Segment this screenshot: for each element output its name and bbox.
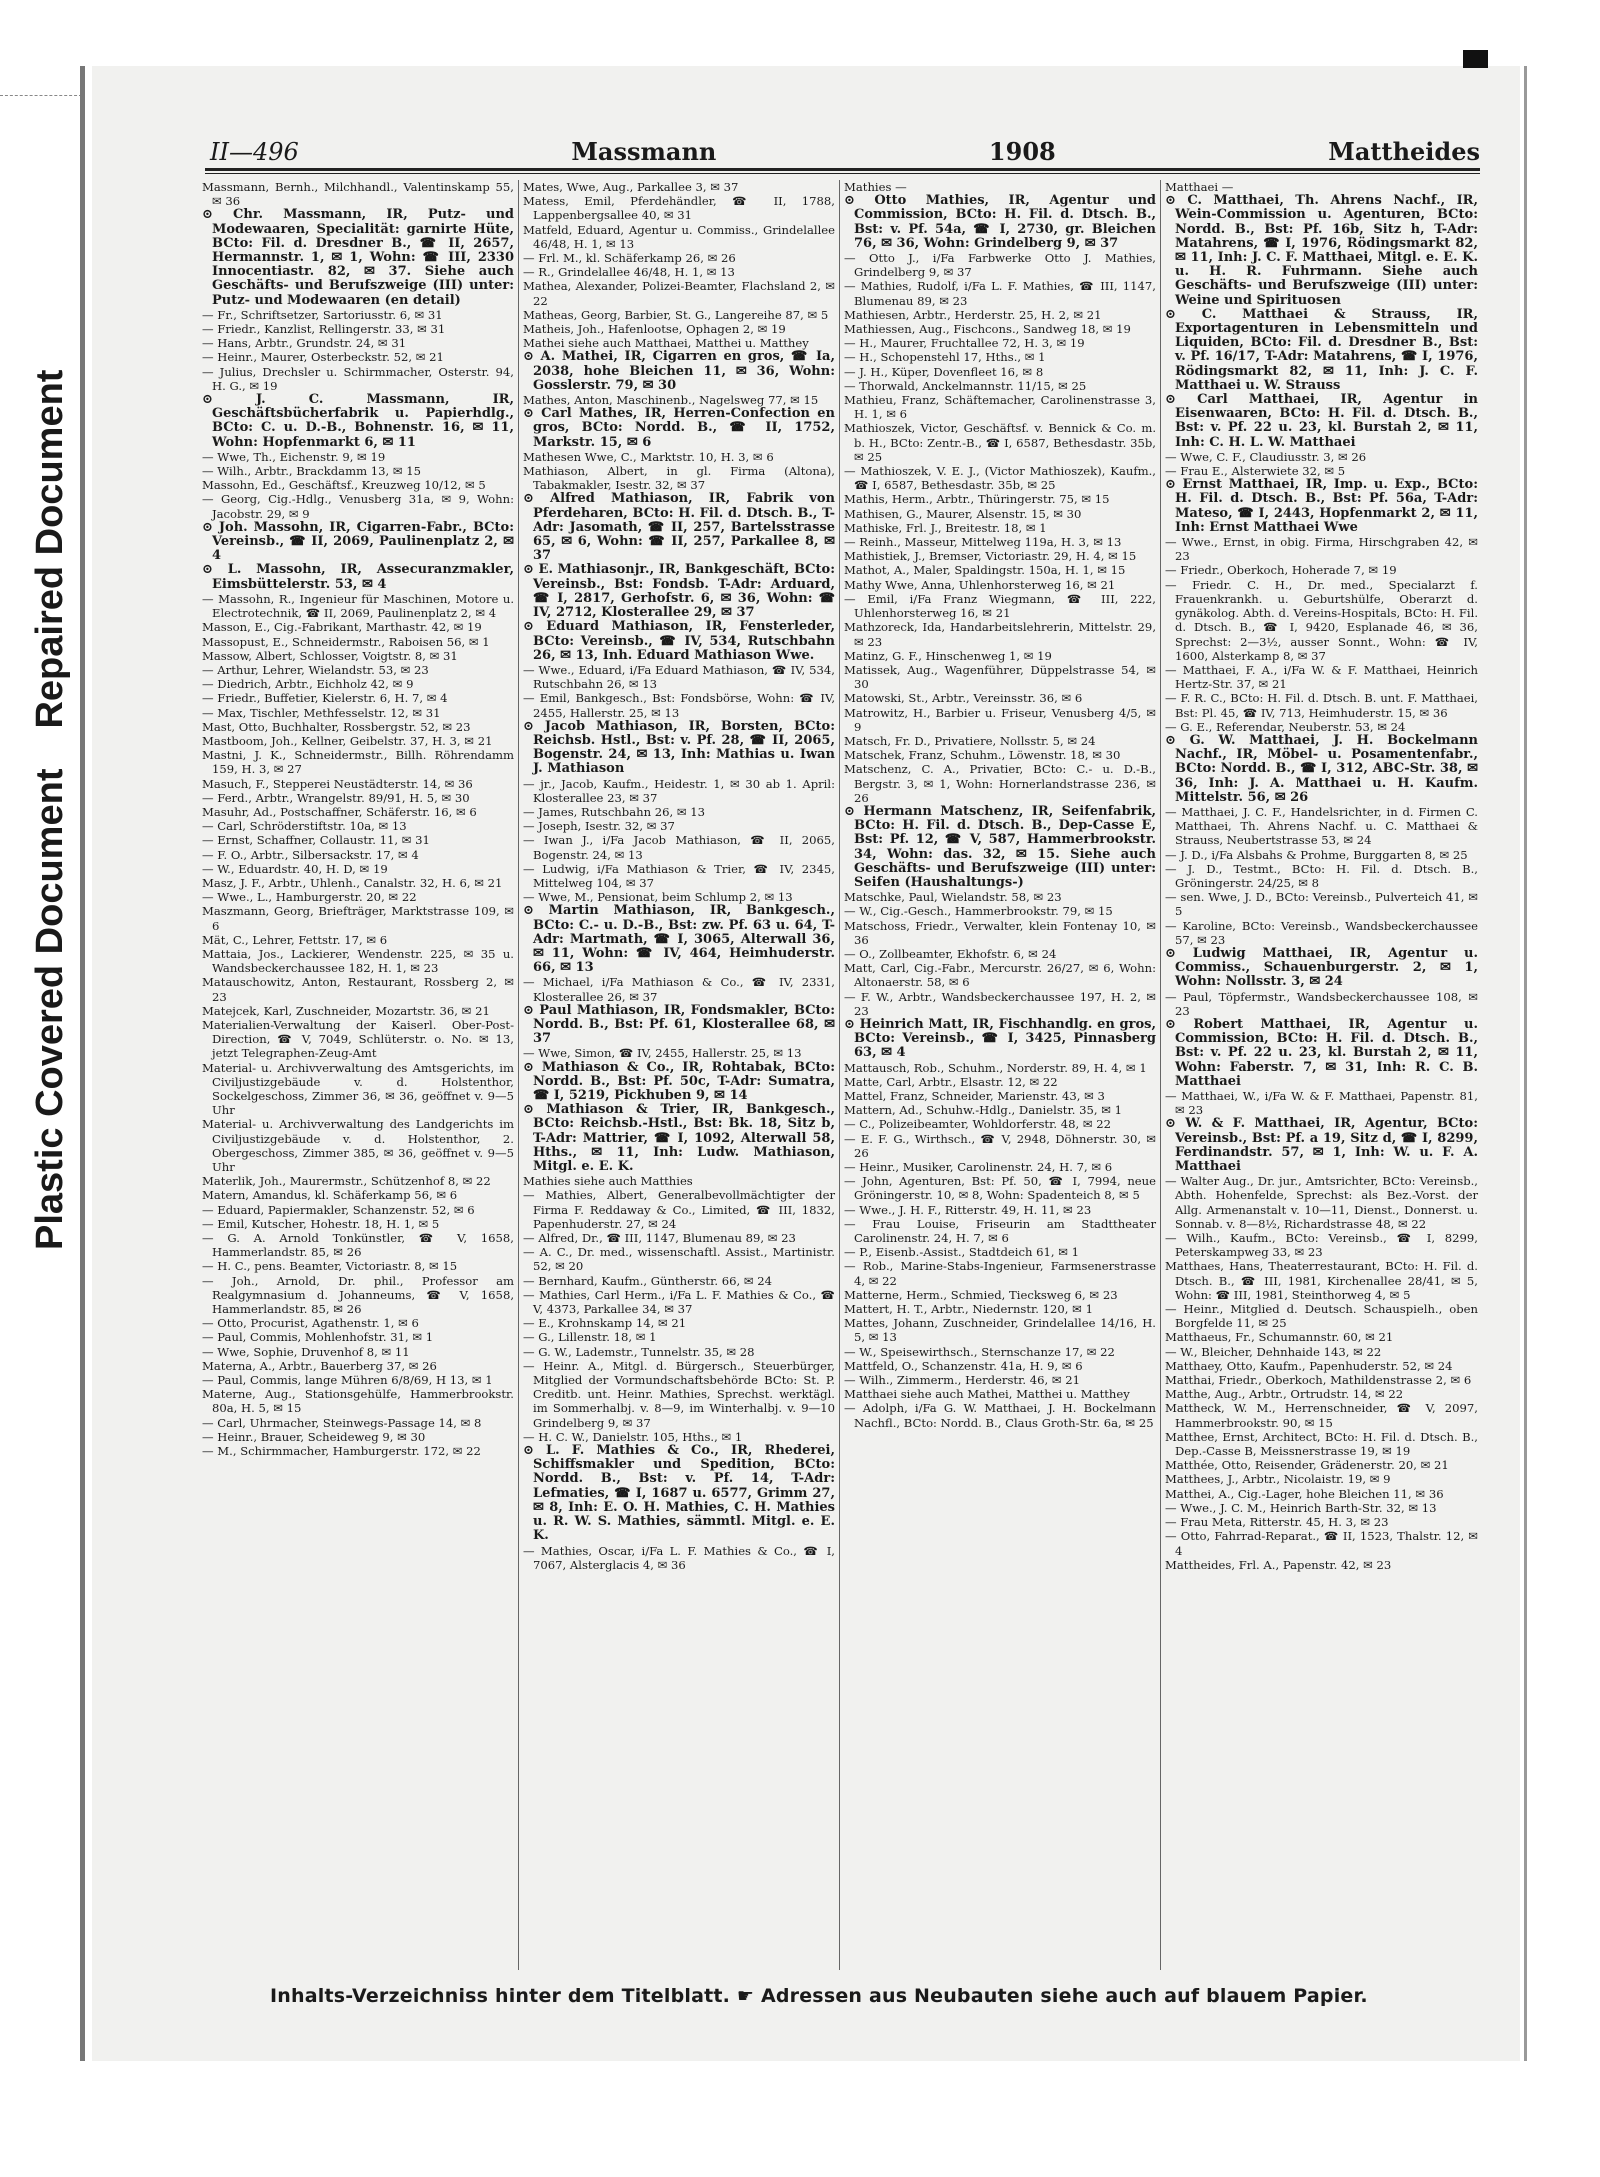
directory-entry: — H. C. W., Danielstr. 105, Hths., ✉ 1 xyxy=(523,1429,743,1444)
directory-entry: ⊙ G. W. Matthaei, J. H. Bockelmann Nachf., IR, Möbel- u. Posamentenfabr., BCto: Nordd. B., ☎ I, 312, ABC-Str. 38, ✉ 36, Inh: J. A. Matthaei u. H. Kaufm. Mittelstr. 56, ✉ 26 xyxy=(1165,732,1478,805)
directory-entry: ⊙ Paul Mathiason, IR, Fondsmakler, BCto: Nordd. B., Bst: Pf. 61, Klosterallee 68, ✉ 37 xyxy=(523,1002,835,1047)
directory-entry: — Julius, Drechsler u. Schirmmacher, Osterstr. 94, H. G., ✉ 19 xyxy=(202,364,514,393)
directory-entry: — Arthur, Lehrer, Wielandstr. 53, ✉ 23 xyxy=(202,662,429,677)
directory-entry: — Mathies, Rudolf, i/Fa L. F. Mathies, ☎ III, 1147, Blumenau 89, ✉ 23 xyxy=(844,279,1156,308)
directory-entry: Matissek, Aug., Wagenführer, Düppelstrasse 54, ✉ 30 xyxy=(844,662,1156,692)
directory-entry: — jr., Jacob, Kaufm., Heidestr. 1, ✉ 30 ab 1. April: Klosterallee 23, ✉ 37 xyxy=(523,776,835,805)
directory-entry: Material- u. Archivverwaltung des Landgerichts im Civiljustizgebäude v. d. Holstenthor, 2. Obergeschoss, Zimmer 385, ✉ 36, geöffnet v. 9—5 Uhr xyxy=(202,1117,514,1175)
directory-entry: ⊙ J. C. Massmann, IR, Geschäftsbücherfabrik u. Papierhdlg., BCto: C. u. D.-B., Bohnenstr. 16, ✉ 11, Wohn: Hopfenmarkt 6, ✉ 11 xyxy=(202,392,514,450)
directory-entry: Materialien-Verwaltung der Kaiserl. Ober-Post-Direction, ☎ V, 7049, Schlüterstr. o. No. ✉ 13, jetzt Telegraphen-Zeug-Amt xyxy=(202,1017,514,1061)
directory-entry: Matterne, Herm., Schmied, Tiecksweg 6, ✉ 23 xyxy=(844,1287,1118,1302)
directory-entry: Matte, Carl, Arbtr., Elsastr. 12, ✉ 22 xyxy=(844,1074,1058,1089)
directory-entry: ⊙ L. Massohn, IR, Assecuranzmakler, Eimsbüttelerstr. 53, ✉ 4 xyxy=(202,562,514,592)
column-4 xyxy=(1161,180,1482,1970)
directory-entry: ⊙ Chr. Massmann, IR, Putz- und Modewaaren, Specialität: garnirte Hüte, BCto: Fil. d. Dresdner B., ☎ II, 2657, Hermannstr. 1, ✉ 1, Wohn: ☎ III, 2330 Innocentiastr. 82, ✉ 37. Siehe auch Geschäfts- und Berufszweige (III) unter: Putz- und Modewaaren (en detail) xyxy=(202,207,514,308)
side-label xyxy=(20,50,80,1250)
directory-entry: Mathei siehe auch Matthaei, Matthei u. Matthey xyxy=(523,336,809,351)
directory-entry: — Mathies, Albert, Generalbevollmächtigter der Firma F. Reddaway & Co., Limited, ☎ III, 1832, Papenhuderstr. 27, ✉ 24 xyxy=(523,1188,835,1231)
directory-entry: — Heinr., Brauer, Scheideweg 9, ✉ 30 xyxy=(202,1429,426,1444)
head-year: 1908 xyxy=(988,137,1056,166)
directory-entry: — E., Krohnskamp 14, ✉ 21 xyxy=(523,1316,687,1331)
directory-entry: — H., Schopenstehl 17, Hths., ✉ 1 xyxy=(844,350,1046,365)
directory-entry: — W., Eduardstr. 40, H. D, ✉ 19 xyxy=(202,861,388,876)
directory-entry: Mathes, Anton, Maschinenb., Nagelsweg 77, ✉ 15 xyxy=(523,393,819,408)
directory-entry: — Massohn, R., Ingenieur für Maschinen, Motore u. Electrotechnik, ☎ II, 2069, Paulinenplatz 2, ✉ 4 xyxy=(202,591,514,621)
directory-entry: — G. E., Referendar, Neuberstr. 53, ✉ 24 xyxy=(1165,719,1406,734)
directory-entry: ⊙ C. Matthaei, Th. Ahrens Nachf., IR, Wein-Commission u. Agenturen, BCto: Nordd. B., Bst: Pf. 16b, Sitz h, T-Adr: Matahrens, ☎ I, 1976, Rödingsmarkt 82, ✉ 11, Inh: J. C. F. Matthaei, Mitgl. e. E. K. u. H. R. Fuhrmann. Siehe auch Geschäfts- und Berufszweige (III) unter: Weine und Spirituosen xyxy=(1165,193,1478,308)
directory-entry: — Heinr., Musiker, Carolinenstr. 24, H. 7, ✉ 6 xyxy=(844,1160,1113,1175)
directory-entry: — Thorwald, Anckelmannstr. 11/15, ✉ 25 xyxy=(844,378,1087,393)
directory-entry: — E. F. G., Wirthsch., ☎ V, 2948, Döhnerstr. 30, ✉ 26 xyxy=(844,1131,1156,1160)
directory-entry: — Otto, Fahrrad-Reparat., ☎ II, 1523, Thalstr. 12, ✉ 4 xyxy=(1165,1529,1478,1558)
scan-right-edge xyxy=(1524,66,1527,2061)
directory-entry: ⊙ Joh. Massohn, IR, Cigarren-Fabr., BCto: Vereinsb., ☎ II, 2069, Paulinenplatz 2, ✉ 4 xyxy=(202,519,514,564)
directory-entry: Mathiesen, Arbtr., Herderstr. 25, H. 2, ✉ 21 xyxy=(844,307,1102,322)
directory-entry: — Matthaei, W., i/Fa W. & F. Matthaei, Papenstr. 81, ✉ 23 xyxy=(1165,1089,1478,1118)
directory-entry: — R., Grindelallee 46/48, H. 1, ✉ 13 xyxy=(523,265,735,280)
directory-entry: — Heinr. A., Mitgl. d. Bürgersch., Steuerbürger, Mitglied der Vormundschaftsbehörde BCto: St. P. Creditb. unt. Heinr. Mathies, Sprechst. werktägl. im Sommerhalbj. v. 8—9, im Winterhalbj. v. 9—10 Grindelberg 9, ✉ 37 xyxy=(523,1358,835,1430)
directory-entry: — M., Schirmmacher, Hamburgerstr. 172, ✉ 22 xyxy=(202,1444,481,1459)
directory-entry: — Wwe, Sophie, Druvenhof 8, ✉ 11 xyxy=(202,1344,410,1359)
directory-entry: Mathieu, Franz, Schäftemacher, Carolinenstrasse 3, H. 1, ✉ 6 xyxy=(844,393,1156,422)
directory-entry: Matejcek, Karl, Zuschneider, Mozartstr. 36, ✉ 21 xyxy=(202,1003,490,1018)
directory-entry: Mattert, H. T., Arbtr., Niedernstr. 120, ✉ 1 xyxy=(844,1302,1093,1317)
directory-entry: — Wwe., J. C. M., Heinrich Barth-Str. 32, ✉ 13 xyxy=(1165,1500,1437,1515)
directory-entry: Material- u. Archivverwaltung des Amtsgerichts, im Civiljustizgebäude v. d. Holstenthor, Sockelgeschoss, Zimmer 36, ✉ 36, geöffnet v. 9—5 Uhr xyxy=(202,1060,514,1118)
directory-entry: Mathiason, Albert, in gl. Firma (Altona), Tabakmakler, Isestr. 32, ✉ 37 xyxy=(523,464,835,493)
directory-entry: — Wwe., L., Hamburgerstr. 20, ✉ 22 xyxy=(202,890,417,905)
directory-entry: — Bernhard, Kaufm., Güntherstr. 66, ✉ 24 xyxy=(523,1273,773,1288)
directory-entry: — Paul, Töpfermstr., Wandsbeckerchaussee 108, ✉ 23 xyxy=(1165,989,1478,1018)
directory-entry: — Joh., Arnold, Dr. phil., Professor am Realgymnasium d. Johanneums, ☎ V, 1658, Hammerlandstr. 85, ✉ 26 xyxy=(202,1273,514,1317)
directory-entry: Matsch, Fr. D., Privatiere, Nollsstr. 5, ✉ 24 xyxy=(844,733,1096,748)
directory-entry: — Joseph, Isestr. 32, ✉ 37 xyxy=(523,819,675,834)
directory-entry: Matthee, Ernst, Architect, BCto: H. Fil. d. Dtsch. B., Dep.-Casse B, Meissnerstrasse 19, ✉ 19 xyxy=(1165,1429,1478,1459)
directory-entry: Matschoss, Friedr., Verwalter, klein Fontenay 10, ✉ 36 xyxy=(844,918,1156,947)
directory-entry: — Frau Meta, Ritterstr. 45, H. 3, ✉ 23 xyxy=(1165,1515,1389,1530)
directory-entry: Mathy Wwe, Anna, Uhlenhorsterweg 16, ✉ 21 xyxy=(844,577,1116,592)
directory-entry: Mathea, Alexander, Polizei-Beamter, Flachsland 2, ✉ 22 xyxy=(523,279,835,308)
directory-entry: — C., Polizeibeamter, Wohldorferstr. 48, ✉ 22 xyxy=(844,1117,1111,1132)
directory-entry: — Heinr., Maurer, Osterbeckstr. 52, ✉ 21 xyxy=(202,350,444,365)
directory-entry: Mathiske, Frl. J., Breitestr. 18, ✉ 1 xyxy=(844,520,1047,535)
directory-entry: Mathzoreck, Ida, Handarbeitslehrerin, Mittelstr. 29, ✉ 23 xyxy=(844,620,1156,649)
directory-entry: — Paul, Commis, Mohlenhofstr. 31, ✉ 1 xyxy=(202,1330,434,1345)
directory-entry: — Max, Tischler, Methfesselstr. 12, ✉ 31 xyxy=(202,705,441,720)
directory-entry: — Mathioszek, V. E. J., (Victor Mathioszek), Kaufm., ☎ I, 6587, Bethesdastr. 35b, ✉ 25 xyxy=(844,464,1156,493)
head-last-name: Mattheides xyxy=(1328,137,1480,166)
directory-entry: Matthaei siehe auch Mathei, Matthei u. Matthey xyxy=(844,1387,1130,1402)
directory-entry: — J. D., i/Fa Alsbahs & Prohme, Burggarten 8, ✉ 25 xyxy=(1165,847,1468,862)
directory-entry: Materlik, Joh., Maurermstr., Schützenhof 8, ✉ 22 xyxy=(202,1174,491,1189)
directory-entry: — Wwe, Simon, ☎ IV, 2455, Hallerstr. 25, ✉ 13 xyxy=(523,1046,802,1061)
directory-entry: — Hans, Arbtr., Grundstr. 24, ✉ 31 xyxy=(202,336,407,351)
directory-entry: — Frau E., Alsterwiete 32, ✉ 5 xyxy=(1165,464,1346,479)
directory-entry: — Diedrich, Arbtr., Eichholz 42, ✉ 9 xyxy=(202,677,414,692)
directory-entry: — Friedr., Kanzlist, Rellingerstr. 33, ✉ 31 xyxy=(202,322,446,337)
directory-entry: — P., Eisenb.-Assist., Stadtdeich 61, ✉ 1 xyxy=(844,1245,1080,1260)
directory-entry: Masuch, F., Stepperei Neustädterstr. 14, ✉ 36 xyxy=(202,776,473,791)
directory-entry: Matern, Amandus, kl. Schäferkamp 56, ✉ 6 xyxy=(202,1188,458,1203)
directory-entry: — W., Speisewirthsch., Sternschanze 17, ✉ 22 xyxy=(844,1344,1115,1359)
directory-entry: — Walter Aug., Dr. jur., Amtsrichter, BCto: Vereinsb., Abth. Hohenfelde, Sprechst: als Bez.-Vorst. der Allg. Armenanstalt v. 10—11, Dienst., Donnerst. u. Sonnab. v. 8—8½, Richardstrasse 48, ✉ 22 xyxy=(1165,1174,1478,1231)
directory-entry: — F. O., Arbtr., Silbersackstr. 17, ✉ 4 xyxy=(202,847,419,862)
scan-corner-mark xyxy=(1463,50,1488,68)
directory-entry: — James, Rutschbahn 26, ✉ 13 xyxy=(523,804,706,819)
directory-entry: — F. R. C., BCto: H. Fil. d. Dtsch. B. unt. F. Matthaei, Bst: Pl. 45, ☎ IV, 713, Heimhuderstr. 15, ✉ 36 xyxy=(1165,691,1478,720)
directory-entry: — Wilh., Arbtr., Brackdamm 13, ✉ 15 xyxy=(202,464,422,479)
directory-entry: Mät, C., Lehrer, Fettstr. 17, ✉ 6 xyxy=(202,932,388,947)
directory-entry: — Wilh., Zimmerm., Herderstr. 46, ✉ 21 xyxy=(844,1373,1080,1388)
directory-entry: — Alfred, Dr., ☎ III, 1147, Blumenau 89, ✉ 23 xyxy=(523,1231,796,1246)
directory-entry: ⊙ Robert Matthaei, IR, Agentur u. Commission, BCto: H. Fil. d. Dtsch. B., Bst: v. Pf. 22 u. 23, kl. Burstah 2, ✉ 11, Wohn: Faberstr. 7, ✉ 31, Inh: R. C. B. Matthaei xyxy=(1165,1016,1478,1089)
directory-entry: — Friedr. C. H., Dr. med., Specialarzt f. Frauenkrankh. u. Geburtshülfe, Oberarzt d. gynäkolog. Abth. d. Vereins-Hospitals, BCto: H. Fil. d. Dtsch. B., ☎ I, 9420, Esplanade 46, ✉ 36, Sprechst: 2—3½, ausser Sonnt., Wohn: ☎ IV, 1600, Alsterkamp 8, ✉ 37 xyxy=(1165,577,1478,663)
directory-entry: Masz, J. F., Arbtr., Uhlenh., Canalstr. 32, H. 6, ✉ 21 xyxy=(202,875,503,890)
directory-entry: — Rob., Marine-Stabs-Ingenieur, Farmsenerstrasse 4, ✉ 22 xyxy=(844,1259,1156,1288)
directory-entry: — Frl. M., kl. Schäferkamp 26, ✉ 26 xyxy=(523,251,736,266)
directory-entry: Mastni, J. K., Schneidermstr., Billh. Röhrendamm 159, H. 3, ✉ 27 xyxy=(202,748,514,777)
directory-entry: — Karoline, BCto: Vereinsb., Wandsbeckerchaussee 57, ✉ 23 xyxy=(1165,918,1478,947)
directory-entry: ⊙ C. Matthaei & Strauss, IR, Exportagenturen in Lebensmitteln und Liquiden, BCto: Fil. d. Dresdner B., Bst: v. Pf. 16/17, T-Adr: Matahrens, ☎ I, 1976, Rödingsmarkt 82, ✉ 11, Inh: J. C. F. Matthaei u. W. Strauss xyxy=(1165,306,1478,393)
side-label-plastic: Plastic Covered Document xyxy=(28,768,71,1250)
directory-entry: — Eduard, Papiermakler, Schanzenstr. 52, ✉ 6 xyxy=(202,1202,475,1217)
directory-entry: Matauschowitz, Anton, Restaurant, Rossberg 2, ✉ 23 xyxy=(202,975,514,1004)
directory-entry: Matrowitz, H., Barbier u. Friseur, Venusberg 4/5, ✉ 9 xyxy=(844,705,1156,734)
column-2 xyxy=(519,180,840,1970)
directory-entry: — Wwe., J. H. F., Ritterstr. 49, H. 11, ✉ 23 xyxy=(844,1202,1092,1217)
directory-entry: — A. C., Dr. med., wissenschaftl. Assist., Martinistr. 52, ✉ 20 xyxy=(523,1245,835,1274)
directory-entry: Mathesen Wwe, C., Marktstr. 10, H. 3, ✉ 6 xyxy=(523,449,774,464)
directory-entry: Mattel, Franz, Schneider, Marienstr. 43, ✉ 3 xyxy=(844,1089,1105,1103)
directory-entry: — Otto J., i/Fa Farbwerke Otto J. Mathies, Grindelberg 9, ✉ 37 xyxy=(844,251,1156,280)
directory-entry: Matthée, Otto, Reisender, Grädenerstr. 20, ✉ 21 xyxy=(1165,1458,1449,1473)
directory-entry: Matthe, Aug., Arbtr., Ortrudstr. 14, ✉ 22 xyxy=(1165,1387,1404,1402)
directory-entry: Matt, Carl, Cig.-Fabr., Mercurstr. 26/27, ✉ 6, Wohn: Altonaerstr. 58, ✉ 6 xyxy=(844,961,1156,990)
directory-entry: ⊙ Jacob Mathiason, IR, Borsten, BCto: Reichsb. Hstl., Bst: v. Pf. 28, ☎ II, 2065, Bogenstr. 24, ✉ 13, Inh: Mathias u. Iwan J. Mathiason xyxy=(523,718,835,777)
directory-entry: — Ludwig, i/Fa Mathiason & Trier, ☎ IV, 2345, Mittelweg 104, ✉ 37 xyxy=(523,861,835,890)
directory-entry: Mathies siehe auch Matthies xyxy=(523,1174,693,1189)
directory-entry: Matthei, A., Cig.-Lager, hohe Bleichen 11, ✉ 36 xyxy=(1165,1486,1444,1501)
directory-entry: — Georg, Cig.-Hdlg., Venusberg 31a, ✉ 9, Wohn: Jacobstr. 29, ✉ 9 xyxy=(202,492,514,521)
directory-entry: — Emil, i/Fa Franz Wiegmann, ☎ III, 222, Uhlenhorsterweg 16, ✉ 21 xyxy=(844,591,1156,621)
directory-entry: Matheas, Georg, Barbier, St. G., Langereihe 87, ✉ 5 xyxy=(523,307,829,322)
directory-entry: — Otto, Procurist, Agathenstr. 1, ✉ 6 xyxy=(202,1316,419,1331)
directory-entry: Mastboom, Joh., Kellner, Geibelstr. 37, H. 3, ✉ 21 xyxy=(202,733,493,748)
directory-entry: — Carl, Uhrmacher, Steinwegs-Passage 14, ✉ 8 xyxy=(202,1415,482,1430)
directory-entry: Mattfeld, O., Schanzenstr. 41a, H. 9, ✉ 6 xyxy=(844,1358,1083,1373)
directory-entry: — F. W., Arbtr., Wandsbeckerchaussee 197, H. 2, ✉ 23 xyxy=(844,989,1156,1018)
directory-entry: ⊙ Martin Mathiason, IR, Bankgesch., BCto: C.- u. D.-B., Bst: zw. Pf. 63 u. 64, T-Adr: Martmath, ☎ I, 3065, Alterwall 36, ✉ 11, Wohn: ☎ IV, 464, Heimhuderstr. 66, ✉ 13 xyxy=(523,903,835,976)
directory-entry: — G. W., Lademstr., Tunnelstr. 35, ✉ 28 xyxy=(523,1344,755,1359)
directory-entry: ⊙ Ludwig Matthaei, IR, Agentur u. Commiss., Schauenburgerstr. 2, ✉ 1, Wohn: Nollsstr. 3, ✉ 24 xyxy=(1165,945,1478,990)
directory-entry: Materna, A., Arbtr., Bauerberg 37, ✉ 26 xyxy=(202,1358,437,1373)
directory-entry: Masson, E., Cig.-Fabrikant, Marthastr. 42, ✉ 19 xyxy=(202,620,482,635)
page-number: II—496 xyxy=(210,138,299,166)
scan-left-edge xyxy=(80,66,85,2061)
directory-entry: Matschek, Franz, Schuhm., Löwenstr. 18, ✉ 30 xyxy=(844,748,1121,763)
directory-entry: Matess, Emil, Pferdehändler, ☎ II, 1788, Lappenbergsallee 40, ✉ 31 xyxy=(523,194,835,223)
header-rule-thin xyxy=(205,173,1480,174)
directory-entry: — Wwe., Eduard, i/Fa Eduard Mathiason, ☎ IV, 534, Rutschbahn 26, ✉ 13 xyxy=(523,662,835,692)
directory-entry: ⊙ Hermann Matschenz, IR, Seifenfabrik, BCto: H. Fil. d. Dtsch. B., Dep-Casse E, Bst: Pf. 12, ☎ V, 587, Hammerbrookstr. 34, Wohn: das. 32, ✉ 15. Siehe auch Geschäfts- und Berufszweige (III) unter: Seifen (Haushaltungs-) xyxy=(844,803,1156,890)
directory-entry: — G., Lillenstr. 18, ✉ 1 xyxy=(523,1330,657,1345)
directory-entry: ⊙ Eduard Mathiason, IR, Fensterleder, BCto: Vereinsb., ☎ IV, 534, Rutschbahn 26, ✉ 13, Inh. Eduard Mathiason Wwe. xyxy=(523,619,835,663)
directory-entry: ⊙ Carl Matthaei, IR, Agentur in Eisenwaaren, BCto: H. Fil. d. Dtsch. B., Bst: v. Pf. 22 u. 23, kl. Burstah 2, ✉ 11, Inh: C. H. L. W. Matthaei xyxy=(1165,392,1478,450)
directory-entry: Matinz, G. F., Hinschenweg 1, ✉ 19 xyxy=(844,648,1052,663)
directory-entry: — Ernst, Schaffner, Collaustr. 11, ✉ 31 xyxy=(202,833,430,848)
directory-entry: Mattausch, Rob., Schuhm., Norderstr. 89, H. 4, ✉ 1 xyxy=(844,1060,1147,1075)
directory-entry: — W., Bleicher, Dehnhaide 143, ✉ 22 xyxy=(1165,1344,1382,1359)
directory-entry: — Fr., Schriftsetzer, Sartoriusstr. 6, ✉ 31 xyxy=(202,307,443,322)
directory-entry: ⊙ Mathiason & Trier, IR, Bankgesch., BCto: Reichsb.-Hstl., Bst: Bk. 18, Sitz b, T-Adr: Mattrier, ☎ I, 1092, Alterwall 58, Hths., ✉ 11, Inh: Ludw. Mathiason, Mitgl. e. E. K. xyxy=(523,1102,835,1175)
directory-entry: Maszmann, Georg, Briefträger, Marktstrasse 109, ✉ 6 xyxy=(202,904,514,933)
directory-entry: — O., Zollbeamter, Ekhofstr. 6, ✉ 24 xyxy=(844,946,1057,961)
directory-entry: — J. H., Küper, Dovenfleet 16, ✉ 8 xyxy=(844,364,1044,379)
directory-entry: ⊙ Ernst Matthaei, IR, Imp. u. Exp., BCto: H. Fil. d. Dtsch. B., Bst: Pf. 56a, T-Adr: Mateso, ☎ I, 2443, Hopfenmarkt 2, ✉ 11, Inh: Ernst Matthaei Wwe xyxy=(1165,477,1478,535)
directory-entry: Mathis, Herm., Arbtr., Thüringerstr. 75, ✉ 15 xyxy=(844,492,1110,507)
directory-entry: — Wwe, C. F., Claudiusstr. 3, ✉ 26 xyxy=(1165,449,1367,464)
directory-entry: Masuhr, Ad., Postschaffner, Schäferstr. 16, ✉ 6 xyxy=(202,804,477,819)
directory-entry: Massopust, E., Schneidermstr., Raboisen 56, ✉ 1 xyxy=(202,634,490,649)
directory-entry: Mathioszek, Victor, Geschäftsf. v. Bennick & Co. m. b. H., BCto: Zentr.-B., ☎ I, 6587, Bethesdastr. 35b, ✉ 25 xyxy=(844,421,1156,464)
directory-entry: Materne, Aug., Stationsgehülfe, Hammerbrookstr. 80a, H. 5, ✉ 15 xyxy=(202,1387,514,1416)
directory-entry: — Wwe, M., Pensionat, beim Schlump 2, ✉ 13 xyxy=(523,890,793,905)
directory-entry: — Matthaei, F. A., i/Fa W. & F. Matthaei, Heinrich Hertz-Str. 37, ✉ 21 xyxy=(1165,662,1478,692)
directory-entry: — sen. Wwe, J. D., BCto: Vereinsb., Pulverteich 41, ✉ 5 xyxy=(1165,890,1478,919)
directory-entry: — W., Cig.-Gesch., Hammerbrookstr. 79, ✉ 15 xyxy=(844,904,1113,919)
directory-entry: — Wwe., Ernst, in obig. Firma, Hirschgraben 42, ✉ 23 xyxy=(1165,535,1478,564)
directory-entry: Matschke, Paul, Wielandstr. 58, ✉ 23 xyxy=(844,890,1062,905)
directory-entry: — Matthaei, J. C. F., Handelsrichter, in d. Firmen C. Matthaei, Th. Ahrens Nachf. u. C. Matthaei & Strauss, Neubertstrasse 53, ✉ 24 xyxy=(1165,804,1478,848)
directory-entry: ⊙ W. & F. Matthaei, IR, Agentur, BCto: Vereinsb., Bst: Pf. a 19, Sitz d, ☎ I, 8299, Ferdinandstr. 57, ✉ 1, Inh: W. u. F. A. Matthaei xyxy=(1165,1116,1478,1175)
directory-entry: Matthaeus, Fr., Schumannstr. 60, ✉ 21 xyxy=(1165,1330,1394,1345)
directory-entry: Mathies — xyxy=(844,180,907,194)
directory-entry: ⊙ Heinrich Matt, IR, Fischhandlg. en gros, BCto: Vereinsb., ☎ I, 3425, Pinnasberg 63, ✉ 4 xyxy=(844,1016,1156,1061)
directory-entry: — Paul, Commis, lange Mühren 6/8/69, H 13, ✉ 1 xyxy=(202,1373,493,1388)
directory-entry: ⊙ Mathiason & Co., IR, Rohtabak, BCto: Nordd. B., Bst: Pf. 50c, T-Adr: Sumatra, ☎ I, 5219, Pickhuben 9, ✉ 14 xyxy=(523,1059,835,1103)
directory-entry: Mattes, Johann, Zuschneider, Grindelallee 14/16, H. 5, ✉ 13 xyxy=(844,1316,1156,1345)
header-rule xyxy=(205,168,1480,171)
directory-entry: Matthai, Friedr., Oberkoch, Mathildenstrasse 2, ✉ 6 xyxy=(1165,1373,1472,1388)
directory-entry: Mattaia, Jos., Lackierer, Wendenstr. 225, ✉ 35 u. Wandsbeckerchaussee 182, H. 1, ✉ 23 xyxy=(202,946,514,976)
directory-entry: — Wilh., Kaufm., BCto: Vereinsb., ☎ I, 8299, Peterskampweg 33, ✉ 23 xyxy=(1165,1231,1478,1260)
directory-entry: Matthaey, Otto, Kaufm., Papenhuderstr. 52, ✉ 24 xyxy=(1165,1358,1453,1373)
directory-entry: — Carl, Schröderstiftstr. 10a, ✉ 13 xyxy=(202,819,407,834)
directory-entry: — Wwe, Th., Eichenstr. 9, ✉ 19 xyxy=(202,449,386,464)
footer-note: Inhalts-Verzeichniss hinter dem Titelblatt. ☛ Adressen aus Neubauten siehe auch auf blauem Papier. xyxy=(270,1985,1368,2007)
directory-entry: — Michael, i/Fa Mathiason & Co., ☎ IV, 2331, Klosterallee 26, ✉ 37 xyxy=(523,975,835,1004)
directory-entry: — H., Maurer, Fruchtallee 72, H. 3, ✉ 19 xyxy=(844,336,1085,351)
directory-columns xyxy=(198,180,1483,1970)
directory-entry: — Mathies, Carl Herm., i/Fa L. F. Mathies & Co., ☎ V, 4373, Parkallee 34, ✉ 37 xyxy=(523,1287,835,1317)
directory-entry: Mates, Wwe, Aug., Parkallee 3, ✉ 37 xyxy=(523,180,739,194)
column-3 xyxy=(840,180,1161,1970)
directory-entry: Massow, Albert, Schlosser, Voigtstr. 8, ✉ 31 xyxy=(202,648,458,663)
running-head xyxy=(210,132,1480,166)
column-1 xyxy=(198,180,519,1970)
directory-entry: Mathistiek, J., Bremser, Victoriastr. 29, H. 4, ✉ 15 xyxy=(844,549,1137,564)
directory-entry: Matthees, J., Arbtr., Nicolaistr. 19, ✉ 9 xyxy=(1165,1472,1391,1487)
directory-entry: Matheis, Joh., Hafenlootse, Ophagen 2, ✉ 19 xyxy=(523,322,786,337)
directory-entry: Matschenz, C. A., Privatier, BCto: C.- u. D.-B., Bergstr. 3, ✉ 1, Wohn: Hornerlandstrasse 236, ✉ 26 xyxy=(844,762,1156,805)
directory-entry: Mattern, Ad., Schuhw.-Hdlg., Danielstr. 35, ✉ 1 xyxy=(844,1103,1122,1118)
directory-entry: ⊙ Carl Mathes, IR, Herren-Confection en gros, BCto: Nordd. B., ☎ II, 1752, Markstr. 15, ✉ 6 xyxy=(523,406,835,450)
directory-entry: — Emil, Bankgesch., Bst: Fondsbörse, Wohn: ☎ IV, 2455, Hallerstr. 25, ✉ 13 xyxy=(523,691,835,720)
directory-entry: ⊙ Alfred Mathiason, IR, Fabrik von Pferdeharen, BCto: H. Fil. d. Dtsch. B., T-Adr: Jasomath, ☎ II, 257, Bartelsstrasse 65, ✉ 6, Wohn: ☎ II, 257, Parkallee 8, ✉ 37 xyxy=(523,491,835,564)
directory-entry: Mattheck, W. M., Herrenschneider, ☎ V, 2097, Hammerbrookstr. 90, ✉ 15 xyxy=(1165,1401,1478,1430)
directory-entry: Matfeld, Eduard, Agentur u. Commiss., Grindelallee 46/48, H. 1, ✉ 13 xyxy=(523,222,835,251)
directory-entry: Matthaei — xyxy=(1165,180,1234,194)
directory-entry: — Mathies, Oscar, i/Fa L. F. Mathies & Co., ☎ I, 7067, Alsterglacis 4, ✉ 36 xyxy=(523,1543,835,1572)
head-first-name: Massmann xyxy=(571,137,717,166)
directory-entry: Mathot, A., Maler, Spaldingstr. 150a, H. 1, ✉ 15 xyxy=(844,563,1126,578)
directory-entry: — Emil, Kutscher, Hohestr. 18, H. 1, ✉ 5 xyxy=(202,1216,440,1231)
directory-entry: — Friedr., Oberkoch, Hoherade 7, ✉ 19 xyxy=(1165,563,1397,578)
directory-entry: — Friedr., Buffetier, Kielerstr. 6, H. 7, ✉ 4 xyxy=(202,691,448,706)
directory-entry: — Heinr., Mitglied d. Deutsch. Schauspielh., oben Borgfelde 11, ✉ 25 xyxy=(1165,1302,1478,1331)
directory-entry: Massmann, Bernh., Milchhandl., Valentinskamp 55, ✉ 36 xyxy=(202,180,514,209)
directory-entry: ⊙ L. F. Mathies & Co., IR, Rhederei, Schiffsmakler und Spedition, BCto: Nordd. B., Bst: v. Pf. 14, T-Adr: Lefmaties, ☎ I, 1687 u. 6577, Grimm 27, ✉ 8, Inh: E. O. H. Mathies, C. H. Mathies u. R. W. S. Mathies, sämmtl. Mitgl. e. E. K. xyxy=(523,1443,835,1544)
directory-entry: Matowski, St., Arbtr., Vereinsstr. 36, ✉ 6 xyxy=(844,691,1083,706)
directory-entry: — John, Agenturen, Bst: Pf. 50, ☎ I, 7994, neue Gröningerstr. 10, ✉ 8, Wohn: Spadenteich 8, ✉ 5 xyxy=(844,1174,1156,1203)
side-label-repaired: Repaired Document xyxy=(28,369,71,729)
directory-entry: Matthaes, Hans, Theaterrestaurant, BCto: H. Fil. d. Dtsch. B., ☎ III, 1981, Kirchenallee 28/41, ✉ 5, Wohn: ☎ III, 1981, Steinthorweg 4, ✉ 5 xyxy=(1165,1259,1478,1302)
directory-entry: Mast, Otto, Buchhalter, Rossbergstr. 52, ✉ 23 xyxy=(202,719,471,734)
directory-entry: — G. A. Arnold Tonkünstler, ☎ V, 1658, Hammerlandstr. 85, ✉ 26 xyxy=(202,1231,514,1260)
directory-entry: — H. C., pens. Beamter, Victoriastr. 8, ✉ 15 xyxy=(202,1259,458,1274)
directory-entry: ⊙ E. Mathiasonjr., IR, Bankgeschäft, BCto: Vereinsb., Bst: Fondsb. T-Adr: Arduard, ☎ I, 2817, Gerhofstr. 6, ✉ 36, Wohn: ☎ IV, 2712, Klosterallee 29, ✉ 37 xyxy=(523,562,835,621)
directory-entry: ⊙ A. Mathei, IR, Cigarren en gros, ☎ Ia, 2038, hohe Bleichen 11, ✉ 36, Wohn: Gosslerstr. 79, ✉ 30 xyxy=(523,349,835,393)
directory-entry: Mathiessen, Aug., Fischcons., Sandweg 18, ✉ 19 xyxy=(844,322,1131,337)
directory-entry: — Iwan J., i/Fa Jacob Mathiason, ☎ II, 2065, Bogenstr. 24, ✉ 13 xyxy=(523,833,835,862)
directory-entry: — Frau Louise, Friseurin am Stadttheater Carolinenstr. 24, H. 7, ✉ 6 xyxy=(844,1216,1156,1246)
directory-entry: — Reinh., Masseur, Mittelweg 119a, H. 3, ✉ 13 xyxy=(844,535,1122,550)
directory-entry: — J. D., Testmt., BCto: H. Fil. d. Dtsch. B., Gröningerstr. 24/25, ✉ 8 xyxy=(1165,861,1478,890)
directory-entry: Mathisen, G., Maurer, Alsenstr. 15, ✉ 30 xyxy=(844,506,1082,521)
directory-entry: — Ferd., Arbtr., Wrangelstr. 89/91, H. 5, ✉ 30 xyxy=(202,790,470,805)
directory-entry: Mattheides, Frl. A., Papenstr. 42, ✉ 23 xyxy=(1165,1557,1392,1572)
directory-entry: ⊙ Otto Mathies, IR, Agentur und Commission, BCto: H. Fil. d. Dtsch. B., Bst: v. Pf. 54a, ☎ I, 2730, gr. Bleichen 76, ✉ 36, Wohn: Grindelberg 9, ✉ 37 xyxy=(844,193,1156,251)
directory-entry: — Adolph, i/Fa G. W. Matthaei, J. H. Bockelmann Nachfl., BCto: Nordd. B., Claus Groth-Str. 6a, ✉ 25 xyxy=(844,1401,1156,1430)
directory-entry: Massohn, Ed., Geschäftsf., Kreuzweg 10/12, ✉ 5 xyxy=(202,478,486,493)
